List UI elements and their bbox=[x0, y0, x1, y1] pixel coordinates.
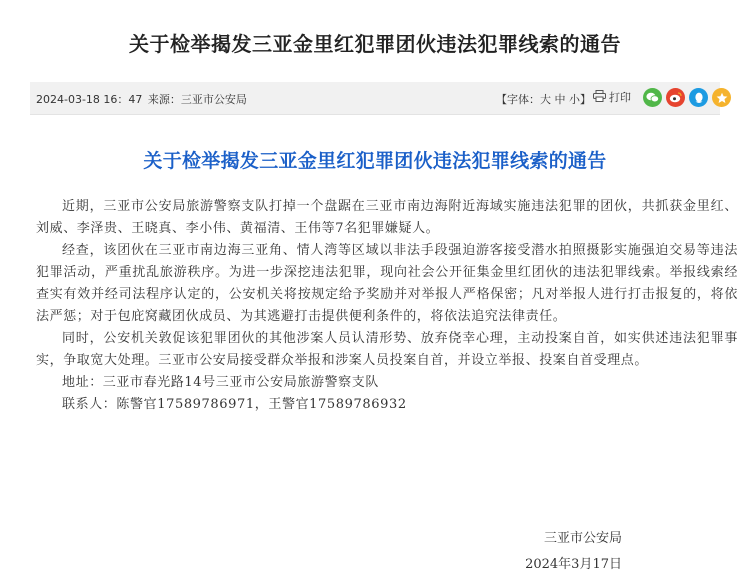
share-buttons bbox=[643, 88, 731, 107]
weibo-icon[interactable] bbox=[666, 88, 685, 107]
print-label: 打印 bbox=[609, 91, 631, 104]
article-body bbox=[36, 196, 738, 416]
font-size-small-button[interactable]: 小 bbox=[569, 93, 580, 106]
font-size-large-button[interactable]: 大 bbox=[540, 93, 551, 106]
printer-icon bbox=[593, 90, 606, 105]
article-title: 关于检举揭发三亚金里红犯罪团伙违法犯罪线索的通告 bbox=[143, 150, 607, 172]
paragraph-2: 经查，该团伙在三亚市南边海三亚角、情人湾等区域以非法手段强迫游客接受潜水拍照摄影实施强迫交易等违法犯罪活动，严重扰乱旅游秩序。为进一步深挖违法犯罪，现向社会公开征集金里红团伙的违法犯罪线索。举报线索经查实有效并经司法程序认定的，公安机关将按规定给予奖励并对举报人严格保密；凡对举报人进行打击报复的，将依法严惩；对于包庇窝藏团伙成员、为其逃避打击提供便利条件的，将依法追究法律责任。 bbox=[36, 243, 738, 324]
qzone-icon[interactable] bbox=[712, 88, 731, 107]
address-line: 地址：三亚市春光路14号三亚市公安局旅游警察支队 bbox=[62, 375, 379, 390]
source-label: 来源： bbox=[147, 93, 181, 106]
print-button[interactable] bbox=[593, 89, 631, 105]
meta-info bbox=[36, 91, 247, 107]
contact-line: 联系人：陈警官17589786971，王警官17589786932 bbox=[62, 397, 407, 412]
notice-date: 2024年3月17日 bbox=[525, 557, 622, 572]
page-title: 关于检举揭发三亚金里红犯罪团伙违法犯罪线索的通告 bbox=[129, 32, 621, 56]
font-size-label: 【字体： bbox=[496, 93, 540, 106]
source-name: 三亚市公安局 bbox=[180, 93, 247, 106]
signature: 三亚市公安局 bbox=[543, 531, 622, 546]
font-size-medium-button[interactable]: 中 bbox=[554, 93, 566, 106]
qq-icon[interactable] bbox=[689, 88, 708, 107]
paragraph-1: 近期，三亚市公安局旅游警察支队打掉一个盘踞在三亚市南边海附近海域实施违法犯罪的团伙，共抓获金里红、刘威、李泽贵、王晓真、李小伟、黄福清、王伟等7名犯罪嫌疑人。 bbox=[36, 199, 738, 236]
paragraph-3: 同时，公安机关敦促该犯罪团伙的其他涉案人员认清形势、放弃侥幸心理，主动投案自首，如实供述违法犯罪事实，争取宽大处理。三亚市公安局接受群众举报和涉案人员投案自首，并设立举报、投案自首受理点。 bbox=[36, 331, 738, 368]
meta-bar bbox=[30, 82, 720, 115]
publish-datetime: 2024-03-18 16：47 bbox=[36, 93, 143, 106]
font-size-bracket: 】 bbox=[580, 93, 591, 106]
font-size-control bbox=[496, 91, 591, 107]
wechat-icon[interactable] bbox=[643, 88, 662, 107]
